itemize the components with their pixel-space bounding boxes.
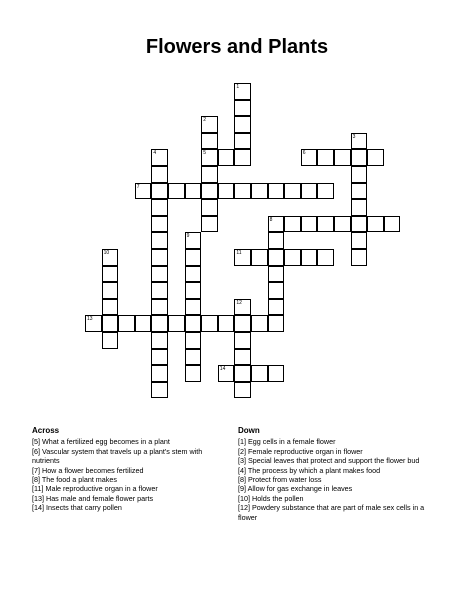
clue-number-label: 9 <box>186 233 190 240</box>
grid-cell[interactable] <box>151 349 168 366</box>
grid-cell[interactable] <box>251 183 268 200</box>
grid-cell[interactable] <box>234 299 251 316</box>
grid-cell[interactable] <box>151 199 168 216</box>
grid-cell[interactable] <box>151 249 168 266</box>
clue-number-label: 3 <box>352 133 356 140</box>
clue-number: [2] <box>238 446 246 456</box>
grid-cell[interactable] <box>284 216 301 233</box>
grid-cell[interactable] <box>185 332 202 349</box>
clue-number-label: 12 <box>236 299 242 306</box>
grid-cell[interactable] <box>85 315 102 332</box>
grid-cell[interactable] <box>268 315 285 332</box>
grid-cell[interactable] <box>234 349 251 366</box>
clue-number: [13] <box>32 493 44 503</box>
grid-cell[interactable] <box>201 149 218 166</box>
down-clue <box>238 466 444 475</box>
grid-cell[interactable] <box>185 282 202 299</box>
grid-cell[interactable] <box>102 249 119 266</box>
grid-cell[interactable] <box>317 216 334 233</box>
across-clue <box>32 466 228 475</box>
clue-text: Allow for gas exchange in leaves <box>246 484 353 494</box>
grid-cell[interactable] <box>234 149 251 166</box>
down-clue <box>238 447 444 456</box>
clue-number: [7] <box>32 465 40 475</box>
grid-cell[interactable] <box>102 282 119 299</box>
clue-text: Special leaves that protect and support the flower bud <box>246 456 420 466</box>
grid-cell[interactable] <box>185 315 202 332</box>
grid-cell[interactable] <box>351 149 368 166</box>
grid-cell[interactable] <box>102 266 119 283</box>
grid-cell[interactable] <box>201 116 218 133</box>
grid-cell[interactable] <box>234 365 251 382</box>
grid-cell[interactable] <box>218 315 235 332</box>
grid-cell[interactable] <box>218 183 235 200</box>
grid-cell[interactable] <box>201 183 218 200</box>
grid-cell[interactable] <box>102 299 119 316</box>
across-heading: Across <box>32 426 60 435</box>
grid-cell[interactable] <box>317 183 334 200</box>
clue-text: Protect from water loss <box>246 475 322 485</box>
grid-cell[interactable] <box>151 266 168 283</box>
across-clue <box>32 475 228 484</box>
grid-cell[interactable] <box>151 382 168 399</box>
clue-number: [12] <box>238 503 250 513</box>
grid-cell[interactable] <box>301 249 318 266</box>
down-heading: Down <box>238 426 260 435</box>
grid-cell[interactable] <box>234 83 251 100</box>
grid-cell[interactable] <box>151 166 168 183</box>
grid-cell[interactable] <box>234 100 251 117</box>
grid-cell[interactable] <box>234 183 251 200</box>
grid-cell[interactable] <box>334 149 351 166</box>
across-clue-list <box>32 437 228 512</box>
grid-cell[interactable] <box>168 183 185 200</box>
down-clue <box>238 503 444 522</box>
grid-cell[interactable] <box>268 249 285 266</box>
grid-cell[interactable] <box>234 116 251 133</box>
grid-cell[interactable] <box>151 216 168 233</box>
grid-cell[interactable] <box>351 133 368 150</box>
clue-number-label: 10 <box>103 250 110 256</box>
across-clue <box>32 503 228 512</box>
clue-number: [8] <box>238 475 246 485</box>
down-clue-list <box>238 437 444 522</box>
grid-cell[interactable] <box>268 365 285 382</box>
grid-cell[interactable] <box>151 332 168 349</box>
across-clue <box>32 437 228 446</box>
grid-cell[interactable] <box>334 216 351 233</box>
grid-cell[interactable] <box>351 249 368 266</box>
clue-number: [1] <box>238 437 246 447</box>
grid-cell[interactable] <box>201 216 218 233</box>
grid-cell[interactable] <box>168 315 185 332</box>
clue-text: Has male and female flower parts <box>44 493 154 503</box>
grid-cell[interactable] <box>151 365 168 382</box>
down-clue <box>238 437 444 446</box>
clue-number-label: 4 <box>153 150 157 157</box>
grid-cell[interactable] <box>201 315 218 332</box>
grid-cell[interactable] <box>185 232 202 249</box>
grid-cell[interactable] <box>201 166 218 183</box>
grid-cell[interactable] <box>102 315 119 332</box>
clue-number-label: 14 <box>219 366 226 373</box>
clue-number-label: 2 <box>203 117 206 124</box>
down-clue <box>238 494 444 503</box>
grid-cell[interactable] <box>234 332 251 349</box>
clue-number-label: 11 <box>236 250 242 256</box>
clue-text: Vascular system that travels up a plant's stem with nutrients <box>32 446 203 466</box>
grid-cell[interactable] <box>367 149 384 166</box>
grid-cell[interactable] <box>351 232 368 249</box>
grid-cell[interactable] <box>268 266 285 283</box>
grid-cell[interactable] <box>234 315 251 332</box>
clue-text: The process by which a plant makes food <box>246 465 381 475</box>
grid-cell[interactable] <box>185 365 202 382</box>
down-clue <box>238 484 444 493</box>
grid-cell[interactable] <box>135 315 152 332</box>
clue-text: Male reproductive organ in a flower <box>43 484 158 494</box>
grid-cell[interactable] <box>151 299 168 316</box>
grid-cell[interactable] <box>268 216 285 233</box>
clue-number: [5] <box>32 437 40 447</box>
grid-cell[interactable] <box>268 183 285 200</box>
puzzle-title: Flowers and Plants <box>145 36 329 58</box>
grid-cell[interactable] <box>301 183 318 200</box>
grid-cell[interactable] <box>251 249 268 266</box>
across-clue <box>32 447 228 466</box>
clue-text: Female reproductive organ in flower <box>246 446 363 456</box>
grid-cell[interactable] <box>384 216 401 233</box>
grid-cell[interactable] <box>151 232 168 249</box>
grid-cell[interactable] <box>268 299 285 316</box>
grid-cell[interactable] <box>151 149 168 166</box>
clue-number-label: 13 <box>87 316 93 323</box>
down-clue <box>238 456 444 465</box>
across-clue <box>32 484 228 493</box>
grid-cell[interactable] <box>218 149 235 166</box>
grid-cell[interactable] <box>317 249 334 266</box>
clue-text: What a fertilized egg becomes in a plant <box>40 437 170 447</box>
clue-text: Insects that carry pollen <box>44 503 122 513</box>
clue-number: [10] <box>238 493 250 503</box>
clue-number: [9] <box>238 484 246 494</box>
grid-cell[interactable] <box>102 332 119 349</box>
across-clue <box>32 494 228 503</box>
down-clues <box>238 426 444 522</box>
grid-cell[interactable] <box>367 216 384 233</box>
grid-cell[interactable] <box>118 315 135 332</box>
clue-number: [3] <box>238 456 246 466</box>
grid-cell[interactable] <box>185 266 202 283</box>
grid-cell[interactable] <box>351 166 368 183</box>
clue-number: [8] <box>32 475 40 485</box>
grid-cell[interactable] <box>268 232 285 249</box>
grid-cell[interactable] <box>218 365 235 382</box>
grid-cell[interactable] <box>185 183 202 200</box>
clue-number-label: 5 <box>203 150 206 157</box>
clue-number: [6] <box>32 446 40 456</box>
clue-text: How a flower becomes fertilized <box>40 465 144 475</box>
grid-cell[interactable] <box>185 299 202 316</box>
grid-cell[interactable] <box>351 183 368 200</box>
grid-cell[interactable] <box>234 382 251 399</box>
grid-cell[interactable] <box>284 183 301 200</box>
grid-cell[interactable] <box>301 149 318 166</box>
grid-cell[interactable] <box>135 183 152 200</box>
clue-text: Egg cells in a female flower <box>246 437 336 447</box>
clue-number-label: 7 <box>136 183 140 190</box>
grid-cell[interactable] <box>251 315 268 332</box>
grid-cell[interactable] <box>351 199 368 216</box>
grid-cell[interactable] <box>351 216 368 233</box>
grid-cell[interactable] <box>301 216 318 233</box>
grid-cell[interactable] <box>151 315 168 332</box>
clue-number: [4] <box>238 465 246 475</box>
clue-text: Powdery substance that are part of male sex cells in a flower <box>238 503 425 522</box>
clue-number: [11] <box>32 484 44 494</box>
grid-cell[interactable] <box>185 349 202 366</box>
across-clues <box>32 426 228 513</box>
grid-cell[interactable] <box>234 249 251 266</box>
grid-cell[interactable] <box>201 133 218 150</box>
clue-number-label: 6 <box>302 150 306 157</box>
grid-cell[interactable] <box>284 249 301 266</box>
grid-cell[interactable] <box>185 249 202 266</box>
down-clue <box>238 475 444 484</box>
clue-number-label: 1 <box>236 84 240 90</box>
grid-cell[interactable] <box>317 149 334 166</box>
clue-text: Holds the pollen <box>250 493 304 503</box>
grid-cell[interactable] <box>251 365 268 382</box>
clue-number-label: 8 <box>269 216 273 223</box>
grid-cell[interactable] <box>151 282 168 299</box>
grid-cell[interactable] <box>201 199 218 216</box>
clue-number: [14] <box>32 503 44 513</box>
clue-text: The food a plant makes <box>40 475 117 485</box>
grid-cell[interactable] <box>151 183 168 200</box>
grid-cell[interactable] <box>234 133 251 150</box>
grid-cell[interactable] <box>268 282 285 299</box>
